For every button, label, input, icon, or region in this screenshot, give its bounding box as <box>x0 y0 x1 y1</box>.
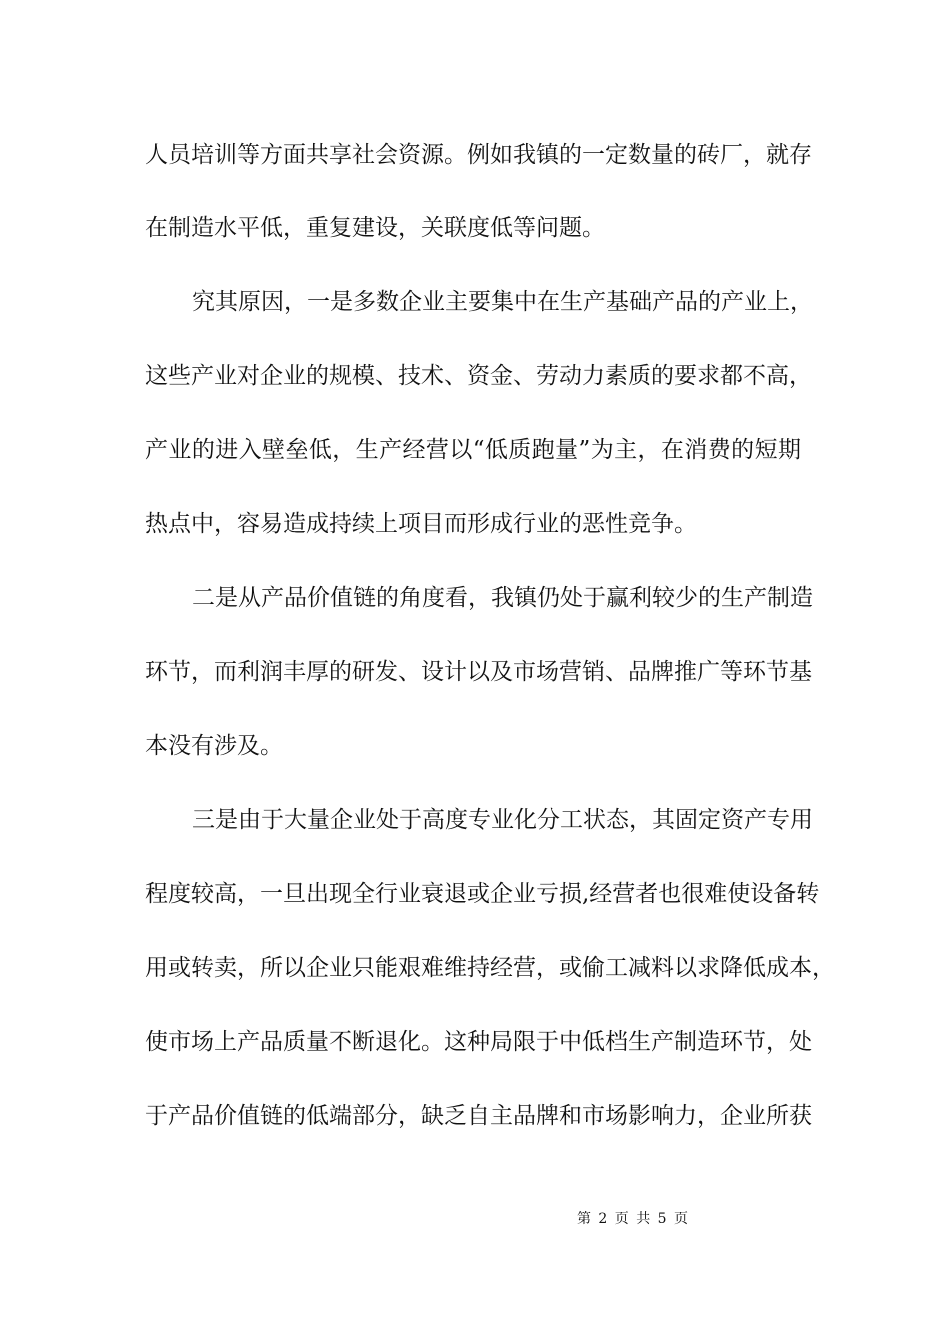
paragraph-first-line: 三是由于大量企业处于高度专业化分工状态，其固定资产专用 <box>192 807 813 833</box>
page-number-footer: 第 2 页 共 5 页 <box>576 1211 689 1227</box>
text-line: 于产品价值链的低端部分，缺乏自主品牌和市场影响力，企业所获 <box>145 1103 812 1129</box>
paragraph-first-line: 究其原因，一是多数企业主要集中在生产基础产品的产业上， <box>192 289 813 315</box>
text-line: 产业的进入壁垒低，生产经营以“低质跑量”为主，在消费的短期 <box>145 437 801 463</box>
text-line: 用或转卖，所以企业只能艰难维持经营，或偷工减料以求降低成本， <box>145 955 835 981</box>
text-line: 热点中，容易造成持续上项目而形成行业的恶性竞争。 <box>145 511 697 537</box>
text-line: 环节，而利润丰厚的研发、设计以及市场营销、品牌推广等环节基 <box>145 659 812 685</box>
text-line: 这些产业对企业的规模、技术、资金、劳动力素质的要求都不高， <box>145 363 812 389</box>
text-line: 程度较高，一旦出现全行业衰退或企业亏损,经营者也很难使设备转 <box>145 881 820 907</box>
text-line: 在制造水平低，重复建设，关联度低等问题。 <box>145 215 605 241</box>
text-line: 人员培训等方面共享社会资源。例如我镇的一定数量的砖厂，就存 <box>145 142 812 168</box>
text-line: 使市场上产品质量不断退化。这种局限于中低档生产制造环节，处 <box>145 1029 812 1055</box>
text-line: 本没有涉及。 <box>145 733 283 759</box>
paragraph-first-line: 二是从产品价值链的角度看，我镇仍处于赢利较少的生产制造 <box>192 585 813 611</box>
